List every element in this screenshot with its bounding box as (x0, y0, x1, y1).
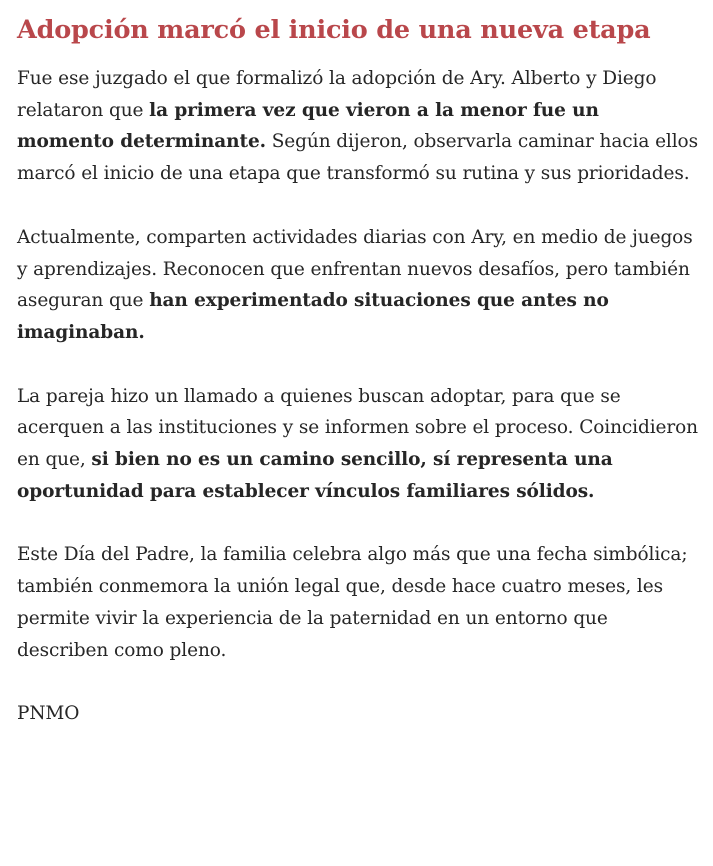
article-paragraph-1 (17, 63, 701, 190)
paragraph-bold-text: han experimentado situaciones que antes no imaginaban. (17, 290, 609, 343)
paragraph-text: Fue ese juzgado el que formalizó la adopción de Ary. Alberto y Diego relataron que (17, 68, 657, 121)
paragraph-text: Actualmente, comparten actividades diarias con Ary, en medio de juegos y aprendizajes. Reconocen que enfrentan nuevos desafíos, pero también aseguran que (17, 226, 693, 312)
article-paragraph-2 (17, 222, 701, 349)
paragraph-bold-text: la primera vez que vieron a la menor fue un momento determinante. (17, 99, 599, 153)
article-paragraph-3 (17, 381, 701, 508)
paragraph-text: Según dijeron, observarla caminar hacia ellos marcó el inicio de una etapa que transformó su rutina y sus prioridades. (17, 131, 698, 185)
byline: PNMO (17, 703, 80, 725)
article-paragraph-4 (17, 539, 701, 666)
article-section (17, 0, 701, 730)
paragraph-text: La pareja hizo un llamado a quienes buscan adoptar, para que se acerquen a las instituciones y se informen sobre el proceso. Coincidieron en que, (17, 385, 698, 471)
paragraph-text: Este Día del Padre, la familia celebra algo más que una fecha simbólica; también conmemora la unión legal que, desde hace cuatro meses, les permite vivir la experiencia de la paternidad en un entorno que describen como pleno. (17, 544, 688, 661)
paragraph-bold-text: si bien no es un camino sencillo, sí representa una oportunidad para establecer vínculos familiares sólidos. (17, 449, 613, 502)
section-heading: Adopción marcó el inicio de una nueva etapa (17, 15, 651, 45)
